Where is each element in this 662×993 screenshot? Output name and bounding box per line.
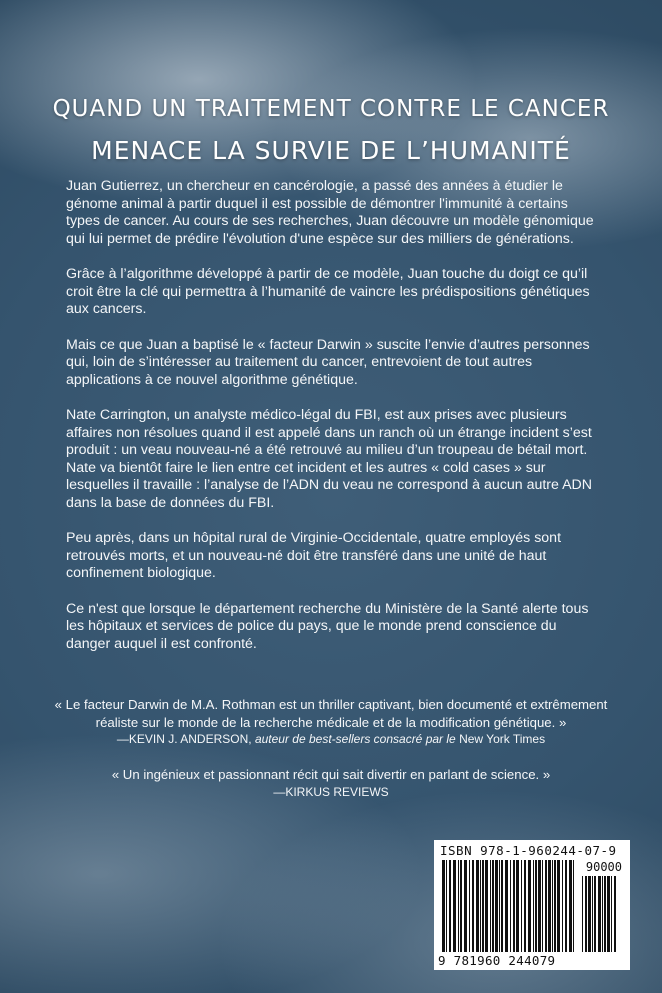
barcode-bar — [565, 860, 567, 952]
paragraph-5: Peu après, dans un hôpital rural de Virginie-Occidentale, quatre employés sont retrouvés morts, et un nouveau-né doit être transféré dans une unité de haut confinement biologique. — [66, 530, 562, 581]
paragraph-2: Grâce à l’algorithme développé à partir de ce modèle, Juan touche du doigt ce qu’il croit être la clé qui permettra à l’humanité de vaincre les prédispositions génétiques aux cancers. — [66, 266, 590, 317]
barcode-bar — [542, 860, 543, 952]
barcode-bar — [510, 860, 511, 952]
barcode-bar — [464, 860, 467, 952]
barcode-bar — [604, 876, 606, 952]
barcode-bars — [442, 860, 578, 952]
barcode-bar — [614, 876, 616, 952]
blurb-anderson-line-1: « Le facteur Darwin de M.A. Rothman est un thriller captivant, bien documenté et extrêmement — [54, 697, 608, 712]
barcode-bar — [476, 860, 479, 952]
barcode-bar — [524, 860, 526, 952]
barcode-bar — [557, 860, 560, 952]
barcode-bar — [592, 876, 593, 952]
barcode-bar — [585, 876, 587, 952]
barcode-bar — [528, 860, 531, 952]
blurb-anderson-line-2: réaliste sur le monde de la recherche médicale et de la modification génétique. » — [95, 714, 567, 730]
barcode-bar — [469, 860, 470, 952]
attribution-role: auteur de best-sellers consacré par le — [254, 732, 456, 746]
barcode-bar — [582, 876, 583, 952]
barcode-bar — [533, 860, 534, 952]
headline-line-2: MENACE LA SURVIE DE L’HUMANITÉ — [91, 136, 571, 165]
barcode-bar — [513, 860, 515, 952]
barcode-bar — [573, 860, 574, 952]
barcode-bar — [501, 860, 503, 952]
paragraph-4: Nate Carrington, un analyste médico-légal du FBI, est aux prises avec plusieurs affaires non résolues quand il est appelé dans un ranch où un étrange incident s’est produit : un veau nouveau-né a été retrouvé au milieu d’un troupeau de bétail mort. Nate va bientôt faire le lien entre cet incident et les autres « cold cases » sur lesquelles il travaille : l’analyse de l’ADN du veau ne correspond à aucun autre ADN dans la base de données du FBI. — [66, 407, 593, 511]
barcode-bar — [516, 860, 519, 952]
barcode-bar — [495, 860, 498, 952]
price-code: 90000 — [585, 860, 622, 874]
headline-line-1: QUAND UN TRAITEMENT CONTRE LE CANCER — [52, 96, 610, 122]
barcode-bar — [505, 860, 508, 952]
blurb-kirkus-line: « Un ingénieux et passionnant récit qui sait divertir en parlant de science. » — [111, 767, 551, 782]
attribution-name: —KEVIN J. ANDERSON, — [116, 732, 252, 746]
blurb-anderson-attribution — [40, 731, 622, 749]
barcode-bar — [602, 876, 603, 952]
barcode-digits: 9 781960 244079 — [438, 953, 556, 968]
barcode-bar — [482, 860, 484, 952]
barcode-bar — [538, 860, 541, 952]
barcode-bar — [598, 876, 601, 952]
barcode-bar — [588, 876, 591, 952]
barcode-bar — [460, 860, 462, 952]
blurb-kirkus-attribution: —KIRKUS REVIEWS — [273, 784, 389, 799]
barcode-bar — [569, 860, 572, 952]
barcode-bar — [607, 876, 610, 952]
barcode-bar — [446, 860, 447, 952]
isbn-number: ISBN 978-1-960244-07-9 — [440, 843, 617, 858]
barcode-bar — [458, 860, 459, 952]
barcode-bar — [499, 860, 500, 952]
barcode-bar — [611, 876, 612, 952]
paragraph-3: Mais ce que Juan a baptisé le « facteur Darwin » suscite l’envie d’autres personnes qui, loin de s’intéresser au traitement du cancer, entrevoient de tout autres applications à ce nouvel algorithme génétique. — [66, 336, 590, 388]
barcode-bar — [545, 860, 547, 952]
barcode-bar — [554, 860, 556, 952]
barcode-bar — [442, 860, 445, 952]
barcode-bar — [480, 860, 481, 952]
barcode-bar — [490, 860, 491, 952]
blurb-kirkus — [40, 766, 622, 801]
attribution-publication: New York Times — [459, 732, 546, 746]
barcode-bar — [562, 860, 563, 952]
barcode-bar — [449, 860, 451, 952]
barcode-bar — [521, 860, 522, 952]
paragraph-1: Juan Gutierrez, un chercheur en cancérologie, a passé des années à étudier le génome animal à partir duquel il est possible de démontrer l'immunité à certains types de cancer. Au cours de ses recherches, Juan découvre un modèle génomique qui lui permet de prédire l'évolution d'une espèce sur des milliers de générations. — [66, 178, 594, 247]
barcode-bar — [492, 860, 494, 952]
isbn-barcode — [434, 840, 630, 970]
barcode-bar — [485, 860, 488, 952]
barcode-addon-bars — [582, 876, 622, 952]
paragraph-6: Ce n'est que lorsque le département recherche du Ministère de la Santé alerte tous les hôpitaux et services de police du pays, que le monde prend conscience du danger auquel il est confronté. — [66, 600, 589, 652]
synopsis — [66, 178, 600, 671]
blurb-anderson — [40, 696, 622, 749]
barcode-bar — [594, 876, 596, 952]
barcode-bar — [535, 860, 537, 952]
barcode-bar — [552, 860, 553, 952]
barcode-bar — [548, 860, 551, 952]
barcode-bar — [453, 860, 456, 952]
barcode-bar — [472, 860, 474, 952]
